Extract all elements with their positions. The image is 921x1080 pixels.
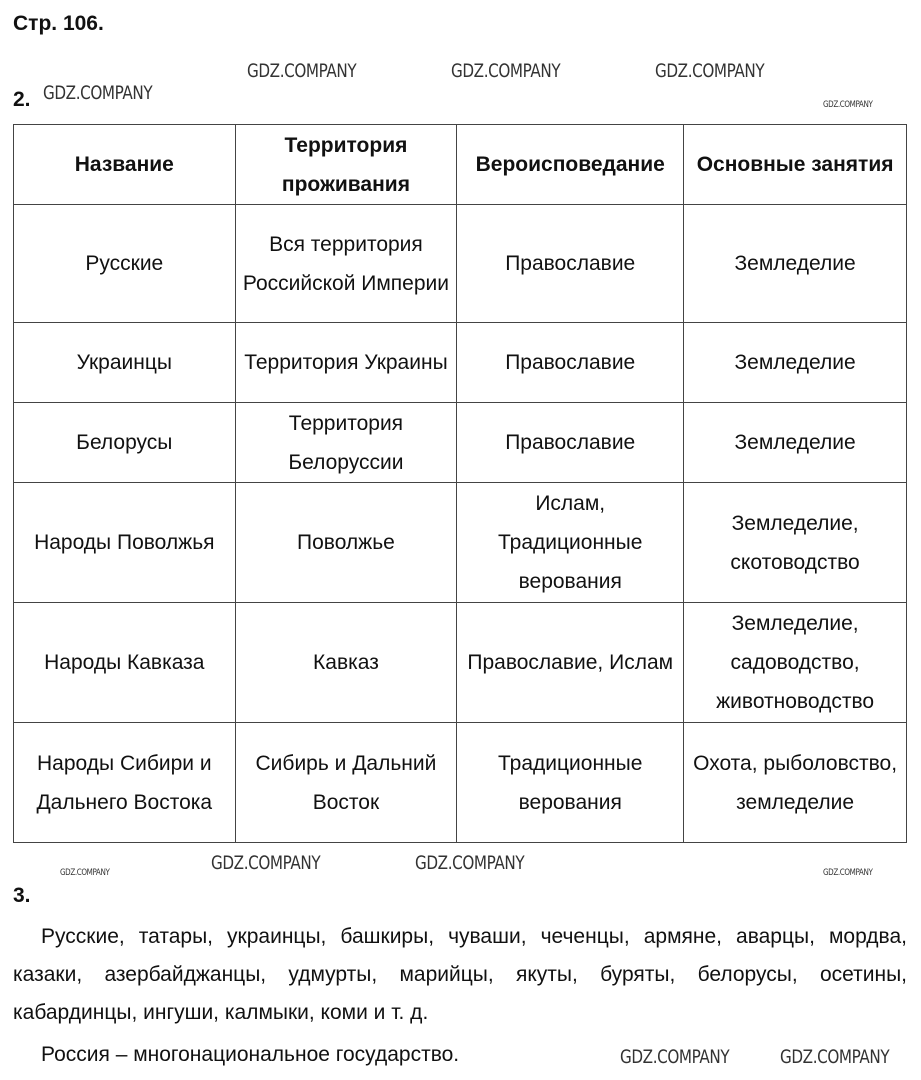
cell-name: Белорусы <box>14 403 236 483</box>
table-row <box>14 723 907 843</box>
task-3-paragraph-2: Россия – многонациональное государство. <box>41 1043 460 1066</box>
cell-occupation: Земледелие <box>684 323 907 403</box>
cell-religion: Традиционные верования <box>457 723 684 843</box>
cell-territory: Территория Белоруссии <box>235 403 457 483</box>
watermark: GDZ.COMPANY <box>415 852 525 874</box>
table-row <box>14 483 907 603</box>
task-2-number: 2. <box>13 88 31 111</box>
task-3-number: 3. <box>13 884 31 907</box>
table-row <box>14 403 907 483</box>
table-row <box>14 323 907 403</box>
cell-occupation: Земледелие, садоводство, животноводство <box>684 603 907 723</box>
cell-territory: Поволжье <box>235 483 457 603</box>
cell-territory: Кавказ <box>235 603 457 723</box>
cell-territory: Территория Украины <box>235 323 457 403</box>
cell-occupation: Земледелие <box>684 403 907 483</box>
cell-religion: Православие <box>457 323 684 403</box>
watermark-small: GDZ.COMPANY <box>60 868 110 878</box>
cell-occupation: Земледелие <box>684 205 907 323</box>
header-name: Название <box>14 125 236 205</box>
page-title: Стр. 106. <box>13 12 104 35</box>
header-territory: Территория проживания <box>235 125 457 205</box>
cell-name: Русские <box>14 205 236 323</box>
watermark: GDZ.COMPANY <box>620 1046 730 1068</box>
watermark: GDZ.COMPANY <box>247 60 357 82</box>
cell-religion: Ислам, Традиционные верования <box>457 483 684 603</box>
watermark: GDZ.COMPANY <box>43 82 153 104</box>
table-header-row <box>14 125 907 205</box>
watermark-small: GDZ.COMPANY <box>823 868 873 878</box>
watermark: GDZ.COMPANY <box>451 60 561 82</box>
task-3-paragraph-1: Русские, татары, украинцы, башкиры, чуваши, чеченцы, армяне, аварцы, мордва, казаки, азербайджанцы, удмурты, марийцы, якуты, буряты, белорусы, осетины, кабардинцы, ингуши, калмыки, коми и т. д. <box>13 925 907 1024</box>
cell-religion: Православие <box>457 205 684 323</box>
cell-name: Народы Кавказа <box>14 603 236 723</box>
watermark: GDZ.COMPANY <box>655 60 765 82</box>
cell-religion: Православие <box>457 403 684 483</box>
watermark-small: GDZ.COMPANY <box>823 100 873 110</box>
peoples-table <box>13 124 907 843</box>
cell-name: Украинцы <box>14 323 236 403</box>
cell-occupation: Земледелие, скотоводство <box>684 483 907 603</box>
cell-religion: Православие, Ислам <box>457 603 684 723</box>
cell-territory: Сибирь и Дальний Восток <box>235 723 457 843</box>
table-row <box>14 205 907 323</box>
header-religion: Вероисповедание <box>457 125 684 205</box>
cell-occupation: Охота, рыболовство, земледелие <box>684 723 907 843</box>
watermark: GDZ.COMPANY <box>780 1046 890 1068</box>
cell-name: Народы Поволжья <box>14 483 236 603</box>
cell-name: Народы Сибири и Дальнего Востока <box>14 723 236 843</box>
table-row <box>14 603 907 723</box>
header-occupation: Основные занятия <box>684 125 907 205</box>
watermark: GDZ.COMPANY <box>211 852 321 874</box>
cell-territory: Вся территория Российской Империи <box>235 205 457 323</box>
